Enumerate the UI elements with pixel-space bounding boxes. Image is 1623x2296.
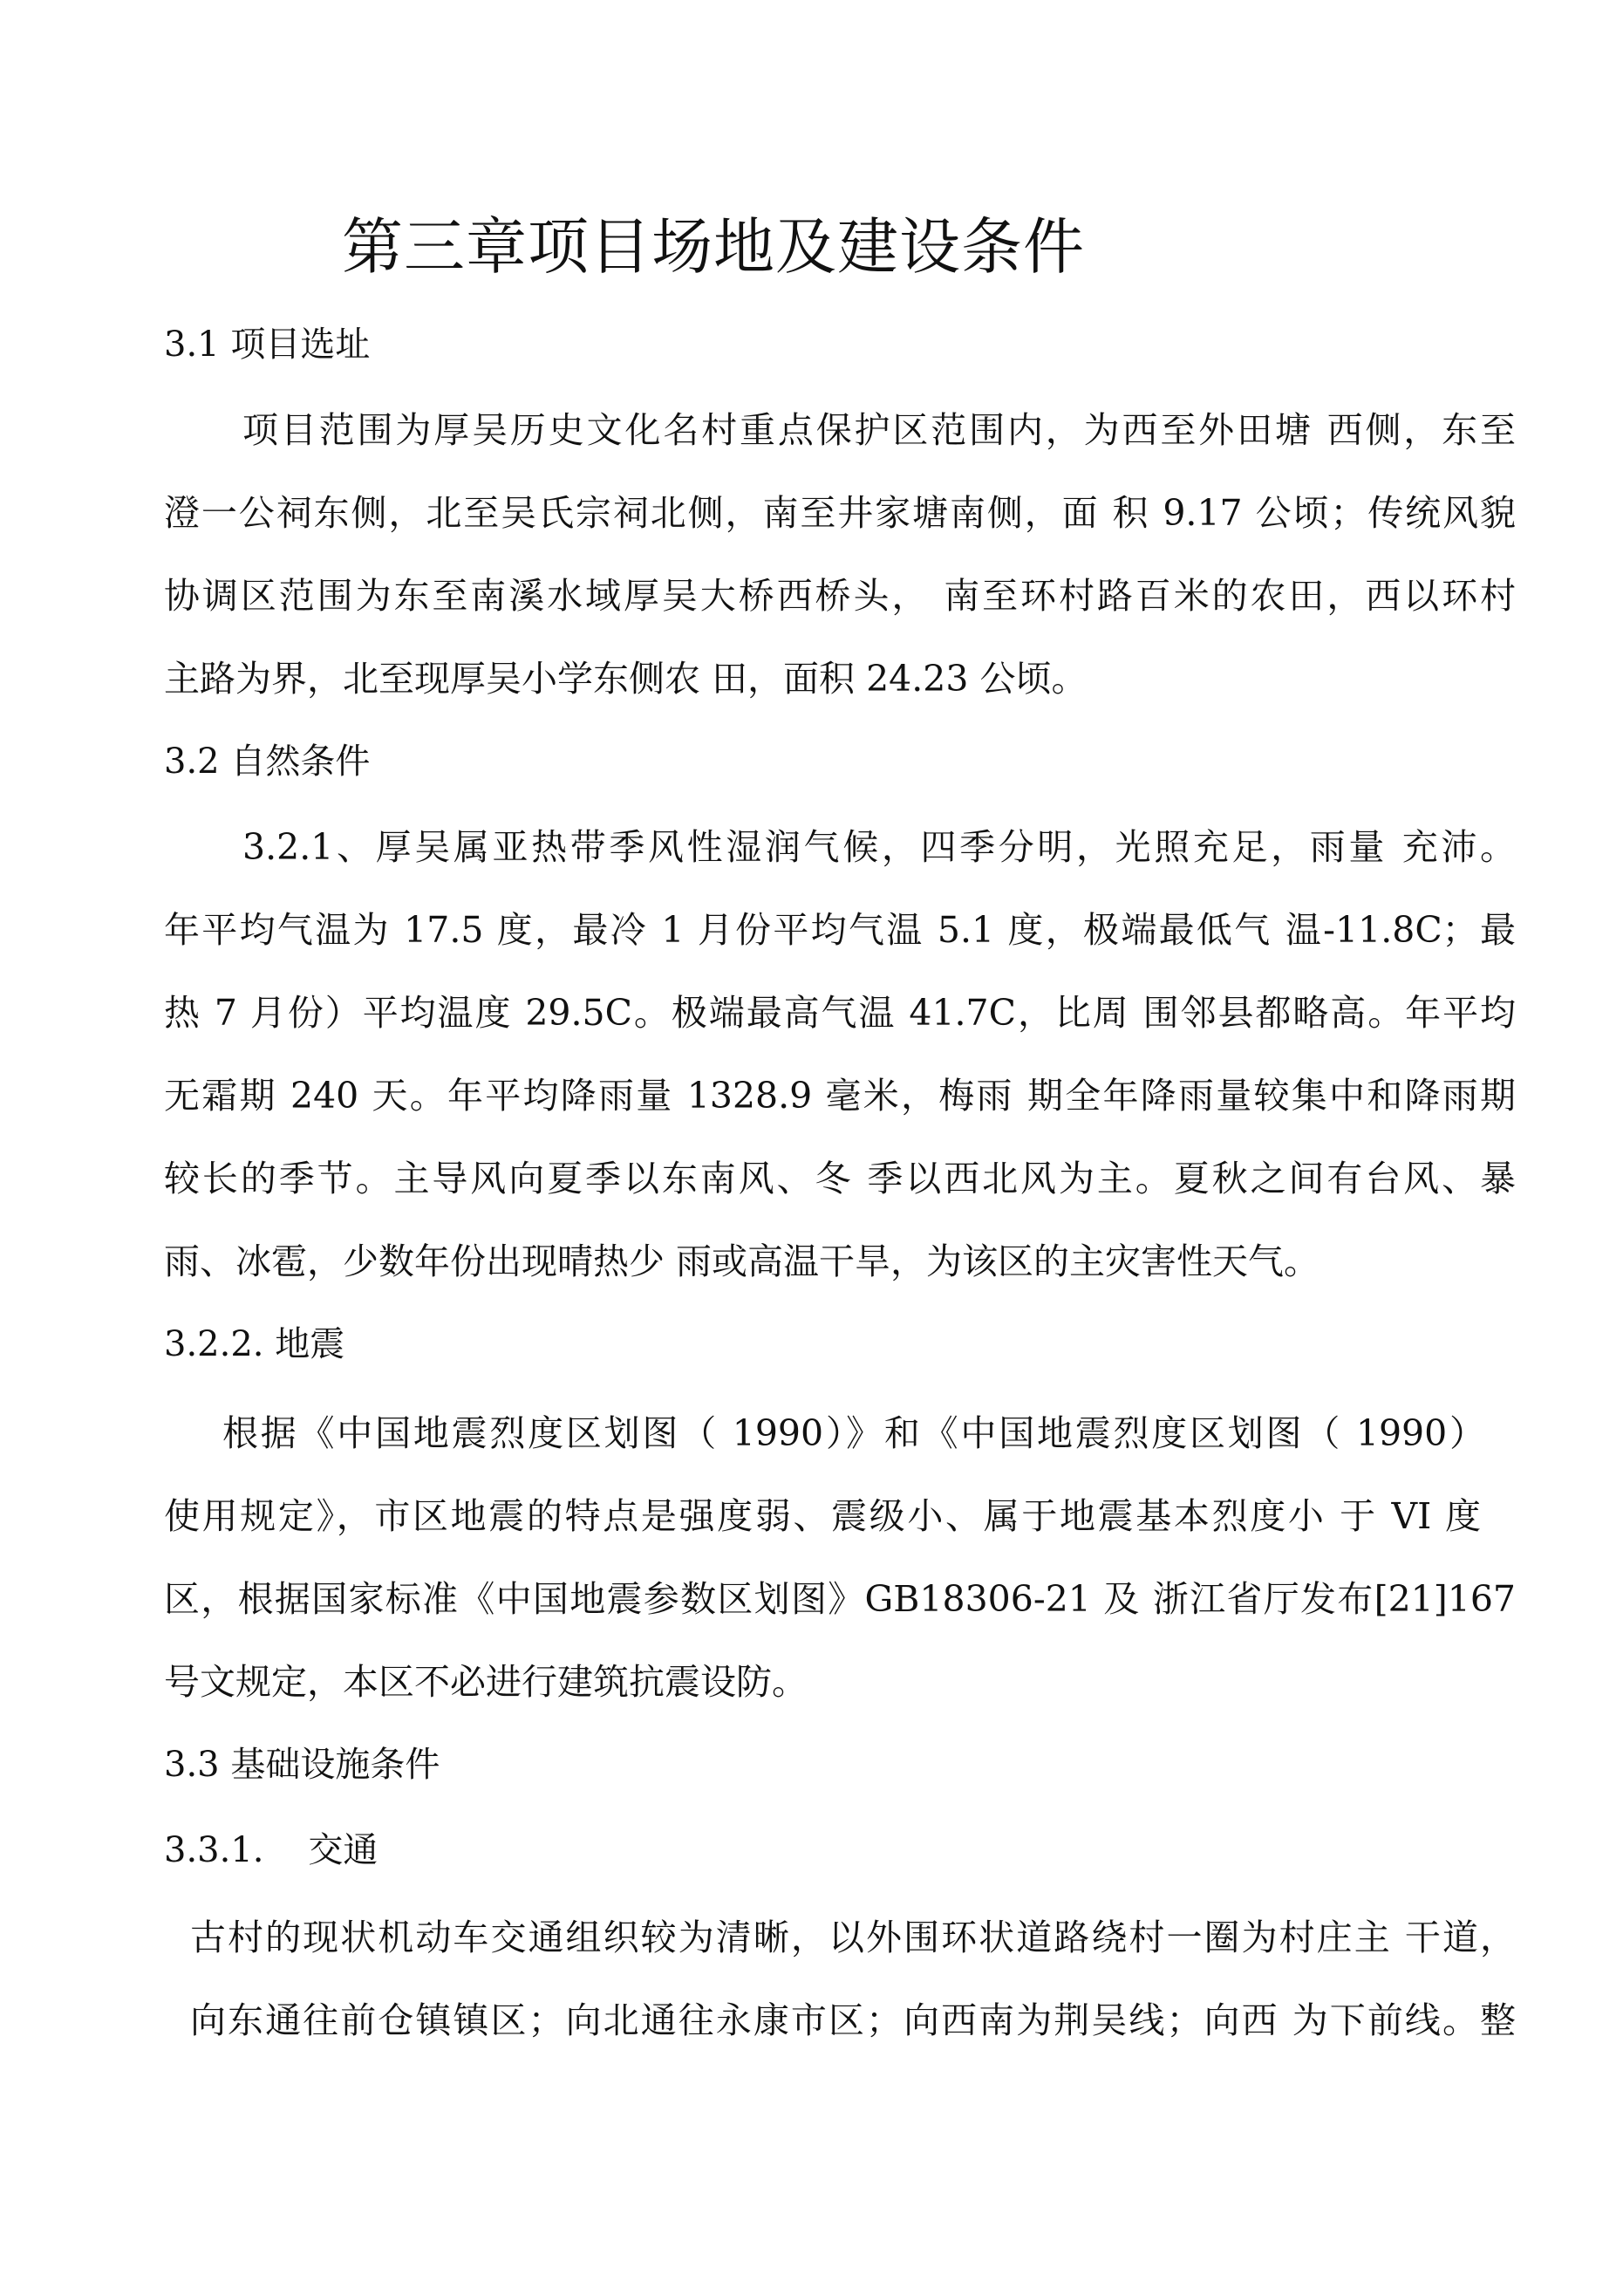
- paragraph-line: 区，根据国家标准《中国地震参数区划图》GB18306-21 及 浙江省厅发布[21]167: [164, 1578, 1516, 1620]
- paragraph-line: 向东通往前仓镇镇区；向北通往永康市区；向西南为荆吴线；向西 为下前线。整: [190, 1999, 1516, 2041]
- chapter-title: 第三章项目场地及建设条件: [342, 211, 1085, 283]
- paragraph-line: 项目范围为厚吴历史文化名村重点保护区范围内，为西至外田塘 西侧，东至: [242, 409, 1516, 451]
- section-heading-3-2-2: 3.2.2. 地震: [164, 1324, 345, 1364]
- paragraph-line: 无霜期 240 天。年平均降雨量 1328.9 毫米，梅雨 期全年降雨量较集中和降雨期: [164, 1075, 1516, 1117]
- paragraph-line: 3.2.1、厚吴属亚热带季风性湿润气候，四季分明，光照充足，雨量 充沛。: [242, 826, 1516, 868]
- paragraph-line: 古村的现状机动车交通组织较为清晰，以外围环状道路绕村一圈为村庄主 干道，: [190, 1917, 1516, 1958]
- paragraph-line: 雨、冰雹，少数年份出现晴热少 雨或高温干旱，为该区的主灾害性天气。: [164, 1240, 1320, 1282]
- paragraph-line: 较长的季节。主导风向夏季以东南风、冬 季以西北风为主。夏秋之间有台风、暴: [164, 1158, 1516, 1199]
- section-heading-3-3: 3.3 基础设施条件: [164, 1745, 440, 1785]
- paragraph-line: 号文规定，本区不必进行建筑抗震设防。: [164, 1661, 808, 1703]
- paragraph-line: 主路为界，北至现厚吴小学东侧农 田，面积 24.23 公顷。: [164, 658, 1088, 700]
- paragraph-line: 协调区范围为东至南溪水域厚吴大桥西桥头， 南至环村路百米的农田，西以环村: [164, 575, 1516, 617]
- section-heading-3-2: 3.2 自然条件: [164, 741, 371, 782]
- paragraph-line: 年平均气温为 17.5 度，最冷 1 月份平均气温 5.1 度，极端最低气 温-11.8C；最: [164, 909, 1516, 951]
- paragraph-line: 热 7 月份）平均温度 29.5C。极端最高气温 41.7C，比周 围邻县都略高。年平均: [164, 992, 1516, 1034]
- section-heading-3-1: 3.1 项目选址: [164, 325, 371, 365]
- section-heading-3-3-1: 3.3.1. 交通: [164, 1830, 378, 1870]
- paragraph-line: 澄一公祠东侧，北至吴氏宗祠北侧，南至井家塘南侧，面 积 9.17 公顷；传统风貌: [164, 492, 1516, 534]
- paragraph-line: 使用规定》，市区地震的特点是强度弱、震级小、属于地震基本烈度小 于 VI 度: [164, 1495, 1481, 1537]
- paragraph-line: 根据《中国地震烈度区划图（ 1990）》和《中国地震烈度区划图（ 1990）: [222, 1412, 1485, 1454]
